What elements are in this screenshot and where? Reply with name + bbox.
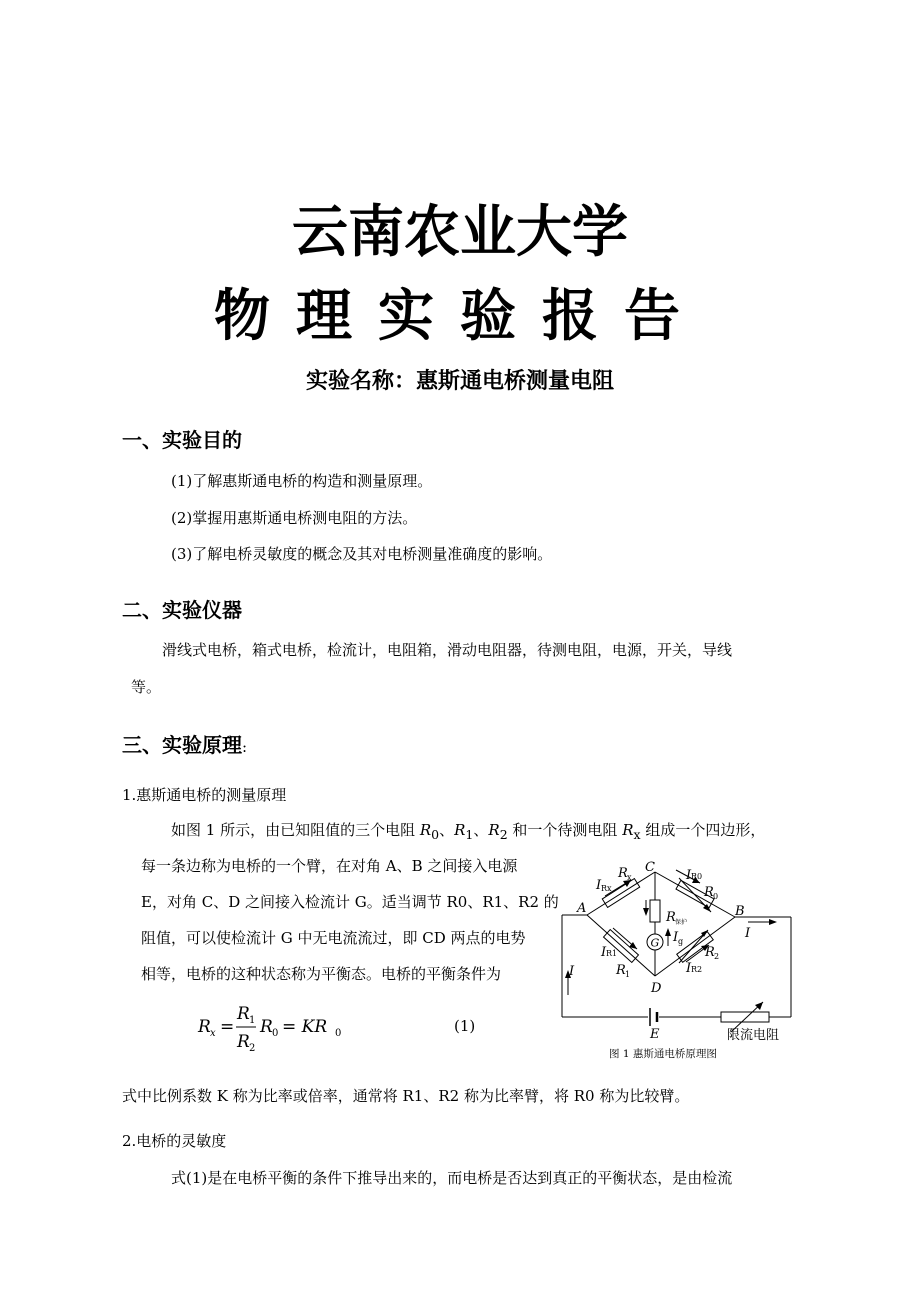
section-objectives-heading: 一、实验目的 <box>122 428 242 452</box>
arrowhead <box>769 919 777 925</box>
label-irx-sub: Rx <box>601 884 612 893</box>
principle-paragraph-line: 阻值，可以使检流计 G 中无电流流过，即 CD 两点的电势 <box>141 929 526 947</box>
label-r2: R <box>705 945 715 960</box>
formula-r0: R <box>260 1017 273 1037</box>
galvanometer-label: G <box>650 936 660 950</box>
label-irx: I <box>596 878 602 893</box>
label-r2-sub: 2 <box>714 952 720 961</box>
formula-number: (1) <box>454 1017 476 1035</box>
label-r1: R <box>616 963 626 978</box>
sensitivity-paragraph-line: 式(1)是在电桥平衡的条件下推导出来的，而电桥是否达到真正的平衡状态，是由检流 <box>171 1169 733 1187</box>
label-ir2: I <box>686 961 692 976</box>
current-label-i: I <box>745 926 751 941</box>
label-ir0: I <box>686 868 692 883</box>
label-ig: I <box>673 930 679 945</box>
inline-subscript: x <box>633 827 641 842</box>
label-limiting-resistor: 限流电阻 <box>727 1028 780 1043</box>
balance-formula <box>190 1000 490 1058</box>
formula-lhs-sub: x <box>210 1028 216 1039</box>
formula-r0-sub: 0 <box>272 1028 279 1039</box>
report-title: 物理实验报告 <box>214 284 706 349</box>
instruments-text-line: 滑线式电桥，箱式电桥，检流计，电阻箱，滑动电阻器，待测电阻，电源，开关，导线 <box>162 641 733 659</box>
para-text: 、 <box>473 821 489 839</box>
inline-subscript: 2 <box>499 827 508 842</box>
principle-paragraph-line <box>171 819 765 842</box>
wheatstone-bridge-diagram <box>555 850 805 1065</box>
limiting-resistor <box>721 1012 769 1022</box>
label-rx-sub: x <box>627 873 632 882</box>
label-rx: R <box>618 866 628 881</box>
label-r0: R <box>704 885 714 900</box>
label-ir1: I <box>601 945 607 960</box>
node-label-d: D <box>651 981 662 996</box>
formula-numerator-sub: 1 <box>249 1015 256 1026</box>
para-text: 如图 1 所示，由已知阻值的三个电阻 <box>171 821 420 839</box>
node-label-a: A <box>577 901 587 916</box>
principle-paragraph-line: 每一条边称为电桥的一个臂，在对角 A、B 之间接入电源 <box>141 857 518 875</box>
formula-rhs-sub: 0 <box>335 1028 342 1039</box>
formula-equals: = <box>220 1017 235 1037</box>
node-label-c: C <box>645 860 655 875</box>
formula-numerator: R <box>237 1004 250 1024</box>
ratio-description: 式中比例系数 K 称为比率或倍率，通常将 R1、R2 称为比率臂，将 R0 称为比较臂。 <box>122 1087 690 1105</box>
label-ig-sub: g <box>678 937 684 946</box>
protective-resistor <box>650 900 660 922</box>
experiment-name: 实验名称：惠斯通电桥测量电阻 <box>305 369 614 394</box>
label-ir1-sub: R1 <box>606 949 618 958</box>
formula-rhs: = KR <box>282 1017 328 1037</box>
label-ir0-sub: R0 <box>691 872 703 881</box>
section-principle-heading <box>122 729 247 758</box>
subsection-title: 2.电桥的灵敏度 <box>122 1132 227 1150</box>
figure-caption: 图 1 惠斯通电桥原理图 <box>609 1048 717 1060</box>
label-rprot-sub: 保护 <box>675 919 688 926</box>
formula-denominator: R <box>237 1032 250 1052</box>
inline-subscript: 0 <box>431 827 440 842</box>
label-ir2-sub: R2 <box>691 965 703 974</box>
arrowhead <box>643 908 649 916</box>
para-text: 和一个待测电阻 <box>507 821 623 839</box>
inline-symbol: R <box>488 821 500 839</box>
label-rprot: R <box>666 910 676 925</box>
inline-symbol: R <box>454 821 466 839</box>
source-label-e: E <box>650 1027 660 1042</box>
inline-symbol: R <box>622 821 634 839</box>
arrowhead <box>665 928 671 936</box>
inline-subscript: 1 <box>465 827 474 842</box>
university-title: 云南农业大学 <box>292 200 628 265</box>
principle-paragraph-line: 相等，电桥的这种状态称为平衡态。电桥的平衡条件为 <box>141 965 502 983</box>
instruments-text-line: 等。 <box>131 678 162 696</box>
node-label-b: B <box>735 904 745 919</box>
principle-paragraph-line: E，对角 C、D 之间接入检流计 G。适当调节 R0、R1、R2 的 <box>141 893 559 911</box>
formula-denominator-sub: 2 <box>249 1043 256 1054</box>
subsection-title: 1.惠斯通电桥的测量原理 <box>122 786 287 804</box>
objective-item: (2)掌握用惠斯通电桥测电阻的方法。 <box>171 509 418 527</box>
current-label-i-left: I <box>569 964 575 979</box>
label-r0-sub: 0 <box>713 892 719 901</box>
formula-lhs: R <box>198 1017 211 1037</box>
label-r1-sub: 1 <box>625 970 631 979</box>
principle-heading-colon: : <box>242 738 248 756</box>
objective-item: (1)了解惠斯通电桥的构造和测量原理。 <box>171 472 433 490</box>
para-text: 、 <box>439 821 455 839</box>
inline-symbol: R <box>419 821 432 839</box>
section-instruments-heading: 二、实验仪器 <box>122 598 242 622</box>
para-text: 组成一个四边形， <box>640 821 766 839</box>
principle-heading-text: 三、实验原理 <box>122 733 242 757</box>
objective-item: (3)了解电桥灵敏度的概念及其对电桥测量准确度的影响。 <box>171 545 553 563</box>
